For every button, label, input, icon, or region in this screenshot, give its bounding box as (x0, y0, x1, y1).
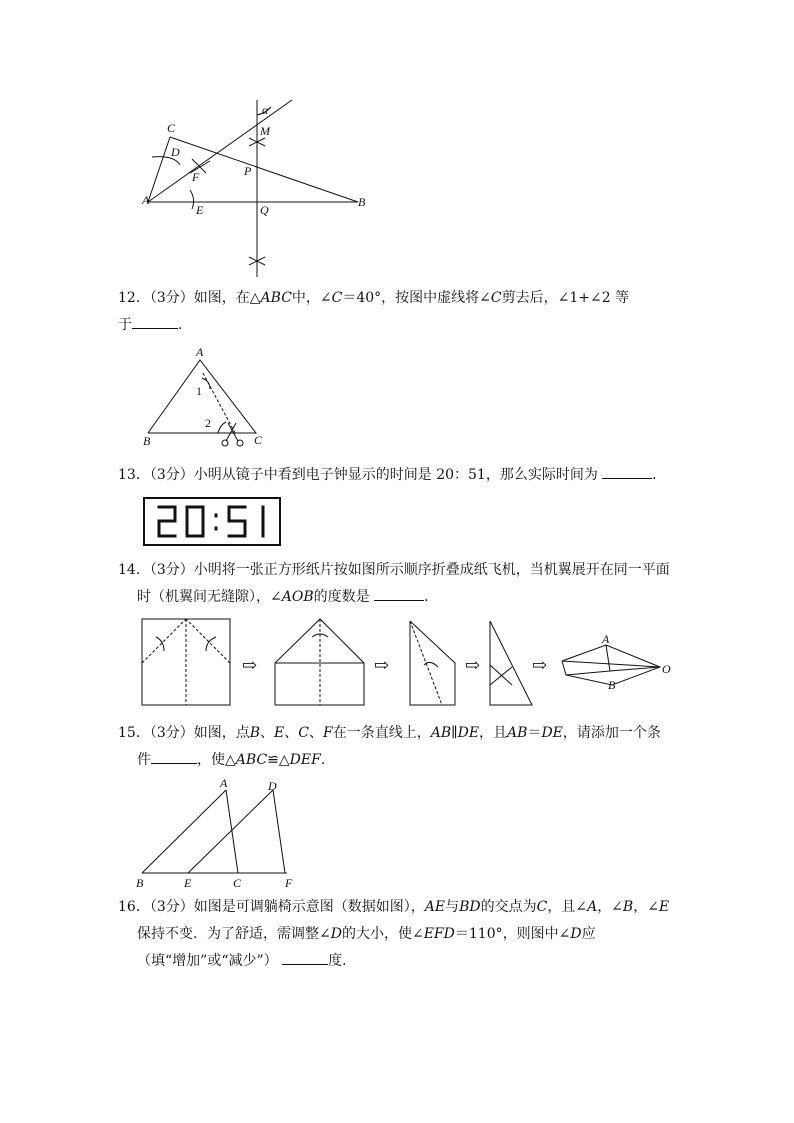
math-de: DE (457, 725, 480, 741)
answer-blank[interactable] (374, 586, 424, 601)
math-c: C (536, 899, 548, 915)
question-number: 16． (118, 899, 150, 915)
math-c: C (331, 290, 343, 306)
score: （3分） (149, 467, 194, 483)
text: 应 (581, 926, 596, 942)
arrow-icon: ⇨ (374, 655, 390, 675)
label-a: A (602, 632, 610, 646)
math-d: D (570, 926, 582, 942)
label-e: E (184, 876, 192, 890)
math-b: B (622, 899, 634, 915)
text: ，∠ (597, 899, 623, 915)
label-c: C (167, 121, 176, 135)
question-number: 15． (118, 725, 150, 741)
label-q: Q (260, 203, 269, 217)
math-a: A (587, 899, 598, 915)
label-f: F (285, 876, 293, 890)
text: 如图是可调躺椅示意图（数据如图）， (193, 899, 425, 915)
text: 小明将一张正方形纸片按如图所示顺序折叠成纸飞机，当机翼展开在同一平面 (193, 562, 670, 578)
text: 于 (118, 317, 132, 333)
math-bd: BD (459, 899, 481, 915)
figure-q11-construction (140, 95, 380, 280)
text: 保持不变．为了舒适，需调整∠ (137, 926, 331, 942)
text: 时（机翼间无缝隙），∠ (137, 589, 282, 605)
ray-ad (148, 100, 292, 202)
question-number: 14． (118, 562, 150, 578)
text: ． (178, 317, 192, 333)
label-2: 2 (205, 416, 211, 430)
triangle-abc (148, 360, 256, 433)
figure-q12-triangle (140, 345, 280, 450)
math-c: C (298, 725, 309, 741)
arrows (242, 655, 547, 675)
label-alpha: α (262, 103, 269, 117)
question-12 (118, 285, 678, 339)
text: ＝110°，则图中∠ (454, 926, 571, 942)
text: 的度数是 (313, 589, 375, 605)
math-ab: AB (430, 725, 452, 741)
label-a: A (220, 776, 228, 790)
text: 与 (445, 899, 460, 915)
text: 小明从镜子中看到电子钟显示的时间是 20：51，那么实际时间为 (193, 467, 603, 483)
label-b: B (143, 434, 151, 448)
math-d: D (330, 926, 342, 942)
math-c: C (490, 290, 502, 306)
math-f: F (323, 725, 333, 741)
segment-ab (142, 790, 226, 873)
step4-shape (490, 621, 532, 705)
score: （3分） (149, 562, 194, 578)
text: ＝40°，按图中虚线将∠ (342, 290, 491, 306)
question-15 (118, 720, 678, 774)
text: ＝ (527, 725, 542, 741)
figure-q14-paper-plane (140, 615, 685, 710)
text: 的大小，使∠ (341, 926, 424, 942)
label-a: A (196, 345, 204, 359)
question-number: 12． (118, 290, 150, 306)
label-b: B (136, 876, 144, 890)
math-b: B (249, 725, 261, 741)
label-p: P (244, 164, 252, 178)
text: ． (424, 589, 439, 605)
segment-ed (188, 790, 273, 873)
text: 、 (284, 725, 299, 741)
answer-blank[interactable] (282, 950, 328, 965)
label-f: F (192, 170, 200, 184)
answer-blank[interactable] (132, 314, 178, 329)
angle-1-arc (202, 378, 210, 389)
text: ，∠ (633, 899, 659, 915)
math-abc: ABC (260, 290, 292, 306)
text: ，使△ (197, 752, 236, 768)
segment-ac (226, 790, 238, 873)
math-abc: ABC (235, 752, 268, 768)
answer-blank[interactable] (151, 749, 197, 764)
math-ae: AE (424, 899, 446, 915)
arrow-icon: ⇨ (532, 655, 548, 675)
label-d: D (171, 145, 180, 159)
label-e: E (196, 203, 204, 217)
text: ∥ (451, 725, 458, 741)
arc-e (190, 190, 194, 209)
math-efd: EFD (423, 926, 455, 942)
seven-segment-digits (145, 499, 279, 544)
question-13 (118, 462, 678, 489)
text: 如图，在△ (193, 290, 261, 306)
label-m: M (260, 124, 270, 138)
arrow-icon: ⇨ (465, 655, 481, 675)
text: 中，∠ (291, 290, 332, 306)
scissors-icon (226, 423, 238, 441)
question-number: 13． (118, 467, 150, 483)
text: 如图，点 (193, 725, 250, 741)
text: ≌△ (267, 752, 290, 768)
text: （填“增加”或“减少”） (137, 953, 283, 969)
label-b: B (358, 195, 366, 209)
score: （3分） (149, 725, 194, 741)
text: 度． (328, 953, 357, 969)
label-d: D (268, 779, 277, 793)
math-aob: AOB (281, 589, 314, 605)
segment-df (273, 790, 285, 873)
label-a: A (142, 193, 150, 207)
figure-q15-triangles (132, 775, 302, 895)
label-1: 1 (196, 384, 202, 398)
score: （3分） (149, 899, 194, 915)
text: 在一条直线上， (332, 725, 431, 741)
question-16 (118, 894, 678, 975)
digital-clock (143, 497, 281, 546)
text: 、 (309, 725, 323, 741)
answer-blank[interactable] (602, 464, 652, 479)
text: 剪去后，∠1+∠2 等 (501, 290, 630, 306)
question-14 (118, 557, 678, 611)
text: ． (652, 467, 667, 483)
arrow-icon: ⇨ (242, 655, 258, 675)
text: ，请添加一个条 (562, 725, 661, 741)
text: ． (320, 752, 335, 768)
label-o: O (662, 662, 671, 676)
text: 、 (260, 725, 275, 741)
score: （3分） (149, 290, 194, 306)
label-b: B (608, 678, 616, 692)
label-c: C (233, 876, 242, 890)
math-ab: AB (507, 725, 528, 741)
label-c: C (254, 433, 263, 447)
text: 的交点为 (480, 899, 537, 915)
math-e: E (274, 725, 285, 741)
text: ，且∠ (547, 899, 588, 915)
text: ，且 (479, 725, 508, 741)
math-e: E (658, 899, 670, 915)
math-def: DEF (289, 752, 321, 768)
angle-2-arc (218, 422, 226, 433)
math-de: DE (541, 725, 563, 741)
text: 件 (137, 752, 151, 768)
